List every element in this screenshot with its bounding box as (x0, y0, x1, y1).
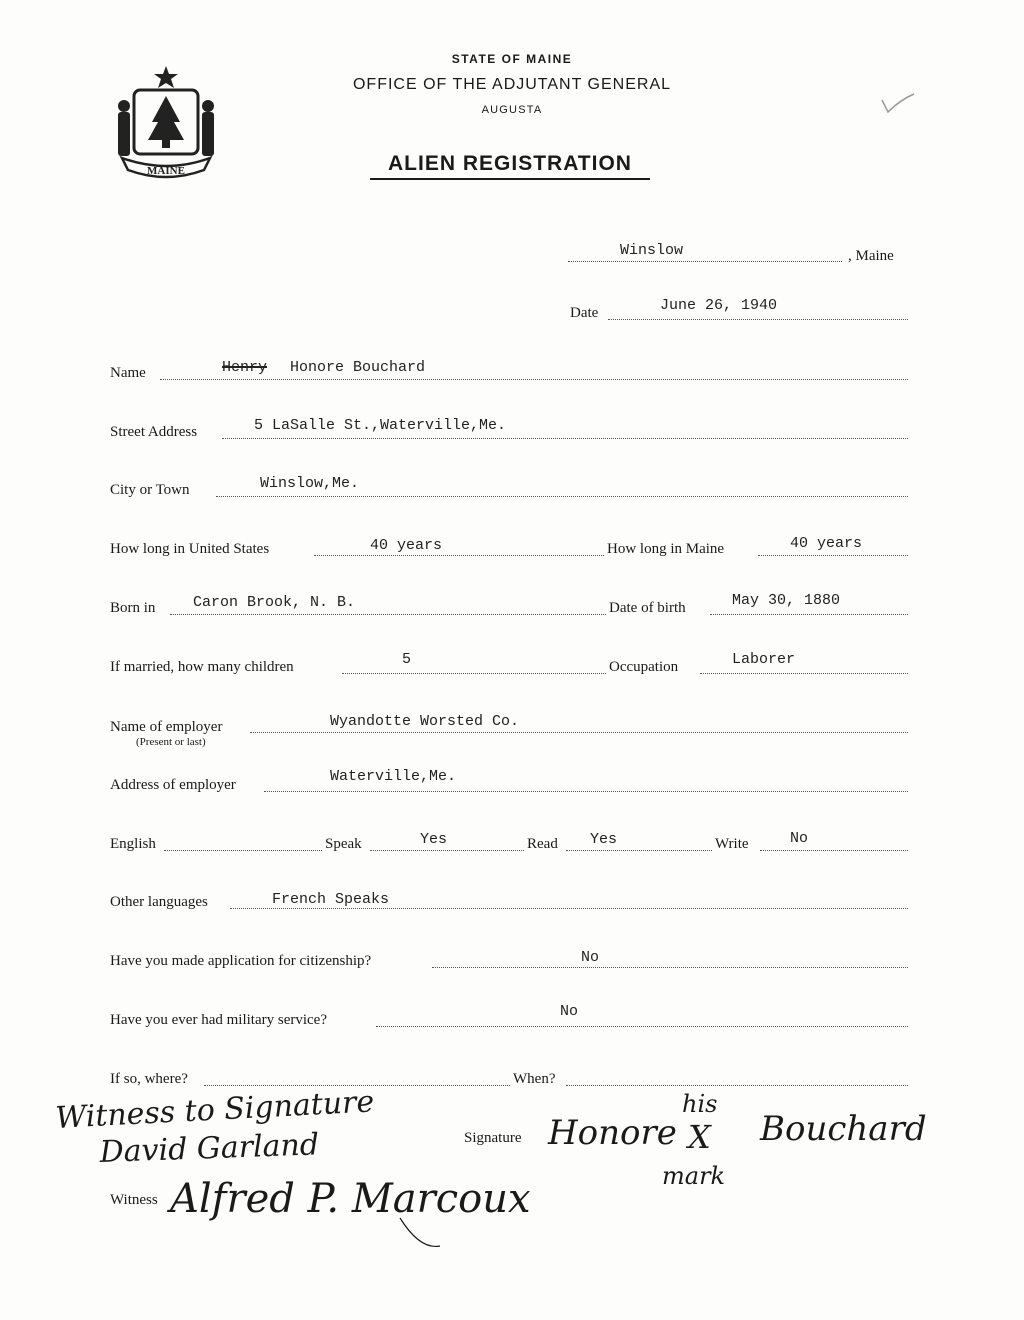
where-line (204, 1085, 510, 1086)
occupation-label: Occupation (609, 659, 679, 675)
occupation-line (700, 673, 908, 674)
read-line (566, 850, 712, 851)
military-label: Have you ever had military service? (110, 1012, 327, 1028)
children-line (342, 673, 606, 674)
children-value: 5 (402, 651, 412, 668)
read-value: Yes (590, 831, 618, 848)
employer-value: Wyandotte Worsted Co. (330, 713, 520, 730)
when-label: When? (513, 1071, 556, 1087)
date-line (608, 319, 908, 320)
check-mark-icon (878, 90, 918, 116)
how-long-us-line (314, 555, 604, 556)
how-long-us-value: 40 years (370, 537, 443, 554)
signature-his: his (682, 1090, 718, 1118)
when-line (566, 1085, 908, 1086)
signature-label: Signature (464, 1130, 522, 1146)
employer-address-label: Address of employer (110, 777, 236, 793)
military-value: No (560, 1003, 579, 1020)
write-line (760, 850, 908, 851)
where-label: If so, where? (110, 1071, 188, 1087)
date-label: Date (570, 305, 599, 321)
english-line (164, 850, 322, 851)
speak-label: Speak (325, 836, 362, 852)
date-of-birth-line (710, 614, 908, 615)
how-long-maine-label: How long in Maine (607, 541, 725, 557)
town-line (568, 261, 842, 262)
employer-address-line (264, 791, 908, 792)
employer-address-value: Waterville,Me. (330, 768, 457, 785)
write-value: No (790, 830, 809, 847)
town-value: Winslow (620, 242, 684, 259)
read-label: Read (527, 836, 558, 852)
city-heading: AUGUSTA (481, 104, 543, 116)
other-languages-value: French Speaks (272, 891, 390, 908)
citizenship-value: No (581, 949, 600, 966)
citizenship-line (432, 967, 908, 968)
write-label: Write (715, 836, 749, 852)
city-town-label: City or Town (110, 482, 190, 498)
maine-label: , Maine (848, 248, 894, 264)
citizenship-label: Have you made application for citizenship? (110, 953, 372, 969)
name-struck-value: Henry (222, 359, 268, 376)
children-label: If married, how many children (110, 659, 294, 675)
occupation-value: Laborer (732, 651, 796, 668)
city-town-line (216, 496, 908, 497)
other-languages-line (230, 908, 908, 909)
office-heading: OFFICE OF THE ADJUTANT GENERAL (352, 76, 672, 93)
state-heading: STATE OF MAINE (451, 52, 573, 66)
street-address-label: Street Address (110, 424, 198, 440)
born-in-line (170, 614, 606, 615)
witness-note-line2: David Garland (99, 1127, 320, 1170)
street-address-value: 5 LaSalle St.,Waterville,Me. (254, 417, 507, 434)
signature-x-mark: X (688, 1118, 711, 1156)
military-line (376, 1026, 908, 1027)
signature-first-name: Honore (548, 1113, 677, 1153)
witness-note-line1: Witness to Signature (54, 1084, 376, 1136)
name-value: Honore Bouchard (290, 359, 426, 376)
employer-line (250, 732, 908, 733)
born-in-value: Caron Brook, N. B. (193, 594, 356, 611)
date-of-birth-value: May 30, 1880 (732, 592, 841, 609)
how-long-maine-value: 40 years (790, 535, 863, 552)
other-languages-label: Other languages (110, 894, 208, 910)
signature-last-name: Bouchard (760, 1109, 927, 1149)
street-address-line (222, 438, 908, 439)
witness-label: Witness (110, 1192, 158, 1208)
name-line (160, 379, 908, 380)
form-title: ALIEN REGISTRATION (370, 152, 650, 180)
how-long-us-label: How long in United States (110, 541, 270, 557)
how-long-maine-line (758, 555, 908, 556)
date-of-birth-label: Date of birth (609, 600, 686, 616)
signature-mark-word: mark (662, 1162, 726, 1190)
employer-note: (Present or last) (136, 736, 206, 748)
employer-label: Name of employer (110, 719, 223, 735)
witness-signature: Alfred P. Marcoux (170, 1176, 531, 1222)
name-label: Name (110, 365, 146, 381)
city-town-value: Winslow,Me. (260, 475, 360, 492)
speak-value: Yes (420, 831, 448, 848)
date-value: June 26, 1940 (660, 297, 778, 314)
seal-ribbon-text: MAINE (147, 165, 185, 177)
speak-line (370, 850, 524, 851)
born-in-label: Born in (110, 600, 156, 616)
english-label: English (110, 836, 156, 852)
